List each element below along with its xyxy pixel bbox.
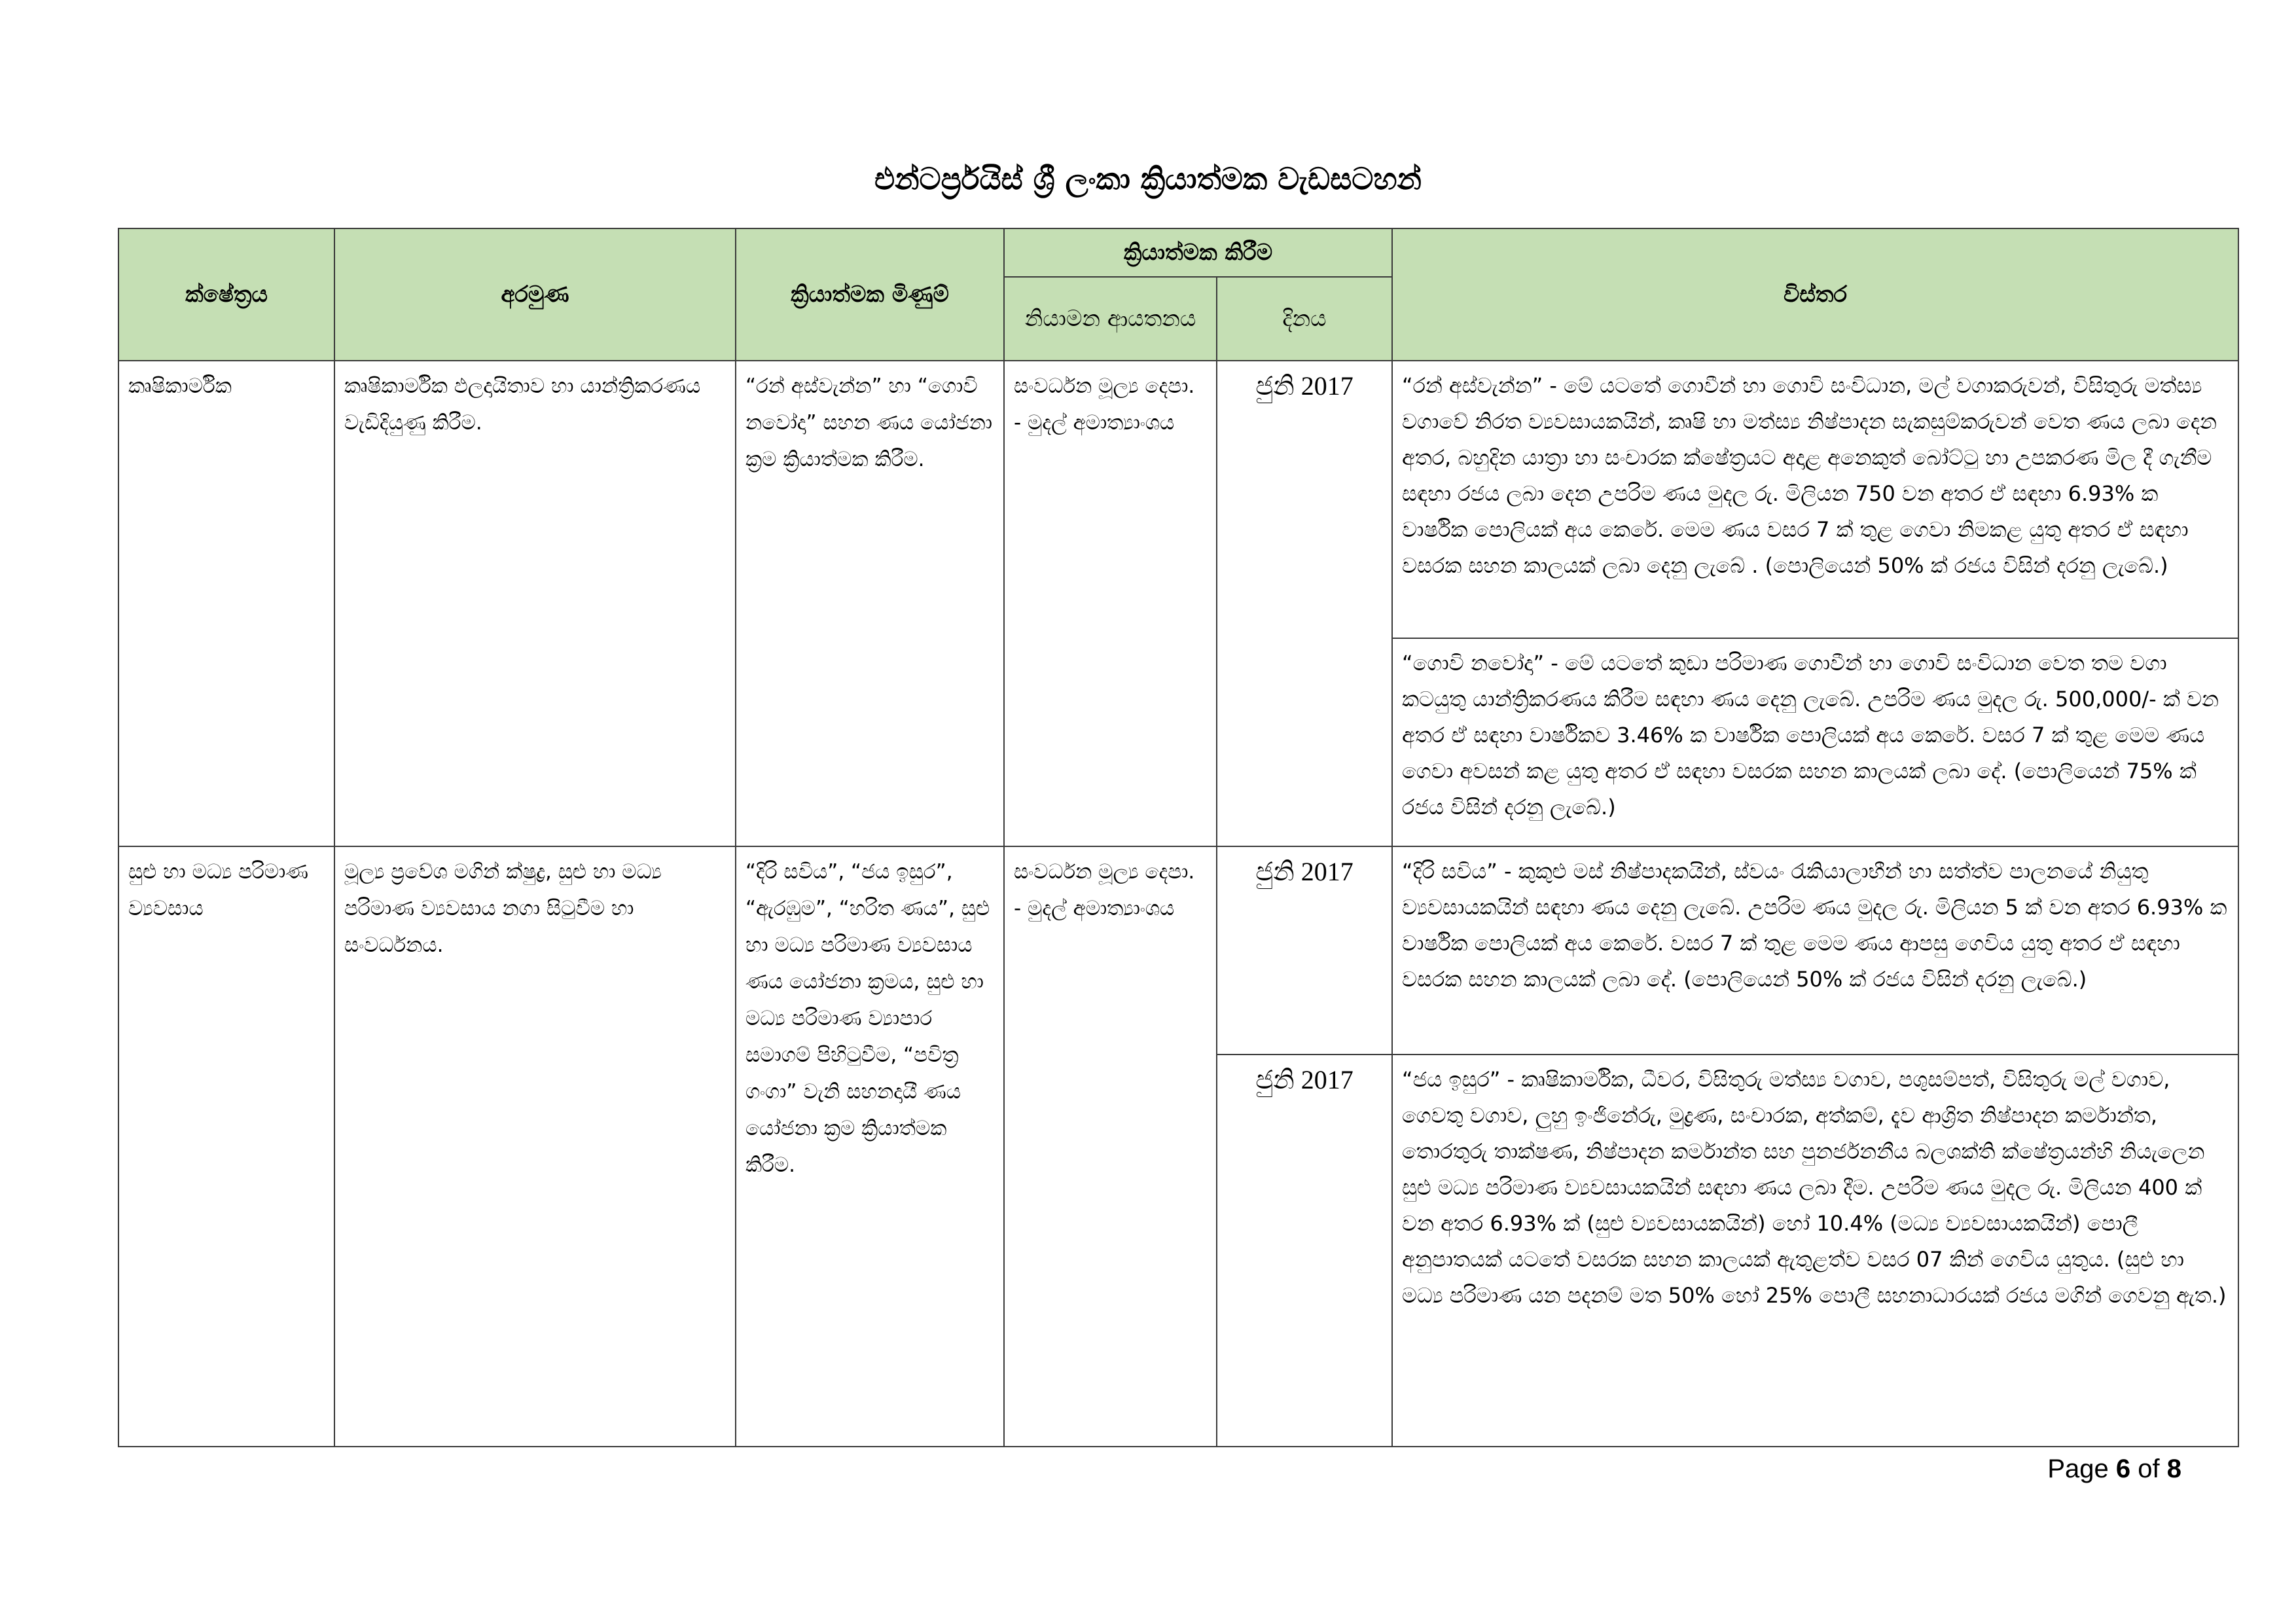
header-agency: නියාමන ආයතනය	[1004, 277, 1217, 361]
detail-cell: “දිරි සවිය” - කුකුළු මස් නිෂ්පාදකයින්, ස්වයං රැකියාලාභීන් හා සත්ත්ව පාලනයේ නියුතු ව්‍යවසායකයින් සඳහා ණය දෙනු ලැබේ. උපරිම ණය මුදල රු. මිලියන 5 ක් වන අතර 6.93% ක වාර්ෂික පොලියක් අය කෙරේ. වසර 7 ක් තුළ මෙම ණය ආපසු ගෙවිය යුතු අතර ඒ සඳහා වසරක සහන කාලයක් ලබා දේ. (පොලියෙන් 50% ක් රජය විසින් දරනු ලැබේ.)	[1392, 846, 2238, 1055]
agency-cell: සංවර්ධන මූල්‍ය දෙපා. - මුදල් අමාත්‍යාංශය	[1004, 846, 1217, 1447]
page-total: 8	[2166, 1454, 2181, 1483]
sector-cell: සුළු හා මධ්‍ය පරිමාණ ව්‍යවසාය	[118, 846, 334, 1447]
detail-cell: “ගොවි නවෝදා” - මේ යටතේ කුඩා පරිමාණ ගොවීන් හා ගොවි සංවිධාන වෙත තම වගා කටයුතු යාන්ත්‍රිකරණය කිරීම සඳහා ණය දෙනු ලැබේ. උපරිම ණය මුදල රු. 500,000/- ක් වන අතර ඒ සඳහා වාර්ෂිකව 3.46% ක වාර්ෂික පොලියක් අය කෙරේ. වසර 7 ක් තුළ මෙම ණය ගෙවා අවසන් කළ යුතු අතර ඒ සඳහා වසරක සහන කාලයක් ලබා දේ. (පොලියෙන් 75% ක් රජය විසින් දරනු ලැබේ.)	[1392, 638, 2238, 846]
page-current: 6	[2115, 1454, 2131, 1483]
header-date: දිනය	[1217, 277, 1392, 361]
header-indicators: ක්‍රියාත්මක මිණුම්	[736, 228, 1004, 361]
objective-cell: කෘෂිකාර්මික ඵලදායිතාව හා යාන්ත්‍රිකරණය වැඩිදියුණු කිරීම.	[334, 361, 736, 846]
objective-cell: මූල්‍ය ප්‍රවේශ මගින් ක්ෂුද්‍ර, සුළු හා මධ්‍ය පරිමාණ ව්‍යවසාය නගා සිටුවීම හා සංවර්ධනය.	[334, 846, 736, 1447]
page-word: Page	[2047, 1454, 2109, 1483]
agency-cell: සංවර්ධන මූල්‍ය දෙපා. - මුදල් අමාත්‍යාංශය	[1004, 361, 1217, 846]
header-details: විස්තර	[1392, 228, 2238, 361]
sector-cell: කෘෂිකාර්මික	[118, 361, 334, 846]
detail-cell: “රන් අස්වැන්න” - මේ යටතේ ගොවීන් හා ගොවි සංවිධාන, මල් වගාකරුවන්, විසිතුරු මත්ස්‍ය වගාවේ නිරත ව්‍යවසායකයින්, කෘෂි හා මත්ස්‍ය නිෂ්පාදන සැකසුම්කරුවන් වෙත ණය ලබා දෙන අතර, බහුදින යාත්‍රා හා සංචාරක ක්ෂේත්‍රයට අදාළ අනෙකුත් බෝට්ටු හා උපකරණ මිල දී ගැනීම සඳහා රජය ලබා දෙන උපරිම ණය මුදල රු. මිලියන 750 වන අතර ඒ සඳහා 6.93% ක වාර්ෂික පොලියක් අය කෙරේ. මෙම ණය වසර 7 ක් තුළ ගෙවා නිමකළ යුතු අතර ඒ සඳහා වසරක සහන කාලයක් ලබා දෙනු ලැබේ . (පොලියෙන් 50% ක් රජය විසින් දරනු ලැබේ.)	[1392, 361, 2238, 638]
header-objective: අරමුණ	[334, 228, 736, 361]
of-word: of	[2138, 1454, 2160, 1483]
page-title: එන්ටර්ප්‍රයිස් ශ්‍රී ලංකා ක්‍රියාත්මක වැඩසටහන්	[874, 161, 1422, 196]
table-row	[118, 361, 2238, 638]
date-cell: ජුනි 2017	[1217, 361, 1392, 846]
table-row	[118, 846, 2238, 1055]
date-cell: ජුනි 2017	[1217, 1055, 1392, 1447]
header-implementation: ක්‍රියාත්මක කිරීම	[1004, 228, 1392, 277]
detail-cell: “ජය ඉසුර” - කෘෂිකාර්මික, ධීවර, විසිතුරු මත්ස්‍ය වගාව, පශුසම්පත්, විසිතුරු මල් වගාව, ගෙවතු වගාව, ලුහු ඉංජිනේරු, මුද්‍රණ, සංචාරක, අත්කම්, දැව ආශ්‍රිත නිෂ්පාදන කර්මාන්ත, තොරතුරු තාක්ෂණ, නිෂ්පාදන කර්මාන්ත සහ පුනර්ජනනීය බලශක්ති ක්ෂේත්‍රයන්හි නියැලෙන සුළු මධ්‍ය පරිමාණ ව්‍යවසායකයින් සඳහා ණය ලබා දීම. උපරිම ණය මුදල රු. මිලියන 400 ක් වන අතර 6.93% ක් (සුළු ව්‍යවසායකයින්) හෝ 10.4% (මධ්‍ය ව්‍යවසායකයින්) පොලී අනුපාතයක් යටතේ වසරක සහන කාලයක් ඇතුළත්ව වසර 07 කින් ගෙවිය යුතුය. (සුළු හා මධ්‍ය පරිමාණ යන පදනම් මත 50% හෝ 25% පොලී සහනාධාරයක් රජය මගින් ගෙවනු ඇත.)	[1392, 1055, 2238, 1447]
page-number	[2047, 1454, 2181, 1484]
indicators-cell: “දිරි සවිය”, “ජය ඉසුර”, “ඇරඹුම”, “හරිත ණය”, සුළු හා මධ්‍ය පරිමාණ ව්‍යවසාය ණය යෝජනා ක්‍රමය, සුළු හා මධ්‍ය පරිමාණ ව්‍යාපාර සමාගම් පිහිටුවීම, “පවිත්‍ර ගංගා” වැනි සහනදායී ණය යෝජනා ක්‍රම ක්‍රියාත්මක කිරීම.	[736, 846, 1004, 1447]
header-sector: ක්ෂේත්‍රය	[118, 228, 334, 361]
implementation-table	[118, 228, 2239, 1447]
indicators-cell: “රන් අස්වැන්න” හා “ගොවි නවෝදා” සහන ණය යෝජනා ක්‍රම ක්‍රියාත්මක කිරීම.	[736, 361, 1004, 846]
date-cell: ජුනි 2017	[1217, 846, 1392, 1055]
